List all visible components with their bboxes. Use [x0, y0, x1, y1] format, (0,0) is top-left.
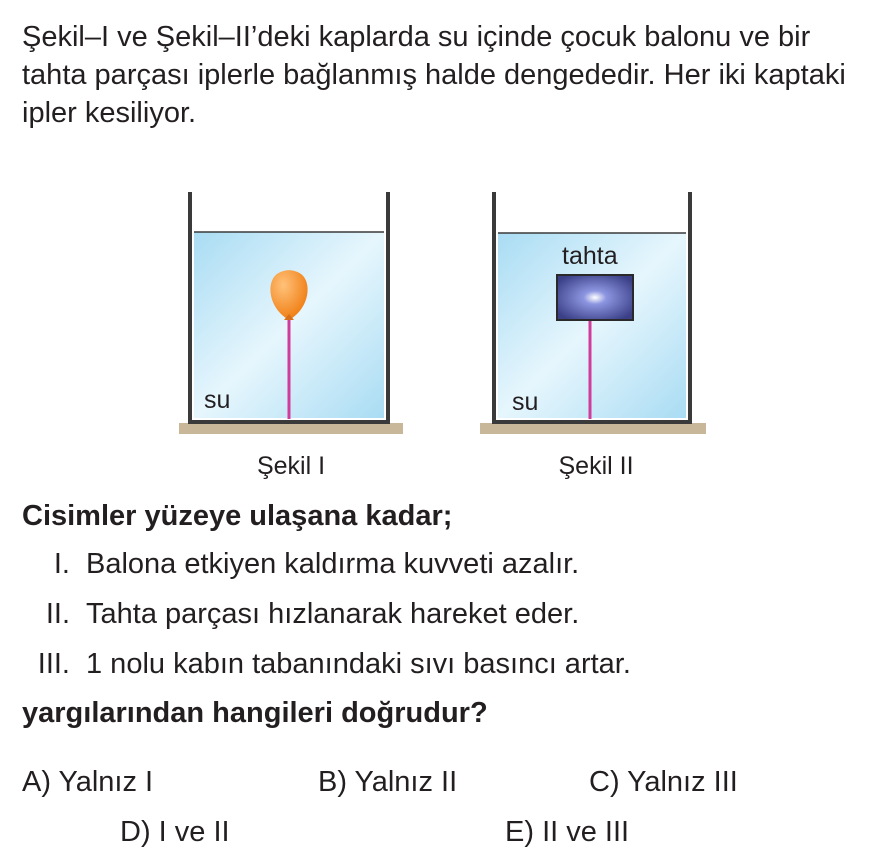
statement-1-text: Balona etkiyen kaldırma kuvveti azalır.: [86, 548, 580, 580]
container-1-base: [179, 423, 403, 434]
wood-block-label: tahta: [562, 242, 618, 270]
statement-3: [37, 648, 631, 681]
container-2-base: [480, 423, 706, 434]
option-d[interactable]: [120, 816, 230, 849]
question-lead: Cisimler yüzeye ulaşana kadar;: [22, 500, 453, 532]
question-stem: Şekil–I ve Şekil–II’deki kaplarda su içinde çocuk balonu ve bir tahta parçası iplerle bağlanmış halde dengededir. Her iki kaptaki ipler kesiliyor.: [22, 21, 846, 129]
statement-1: [53, 548, 580, 581]
statement-2-text: Tahta parçası hızlanarak hareket eder.: [86, 598, 580, 630]
statement-3-text: 1 nolu kabın tabanındaki sıvı basıncı artar.: [86, 648, 631, 680]
option-e-letter: E): [505, 816, 534, 848]
option-e[interactable]: [505, 816, 629, 849]
option-a[interactable]: [22, 766, 153, 799]
fig1-liquid-label: su: [204, 386, 231, 414]
option-a-text: Yalnız I: [58, 766, 154, 798]
statement-3-number: III.: [37, 648, 70, 680]
fig2-caption: Şekil II: [558, 452, 634, 480]
wood-block: [557, 275, 633, 320]
statement-2-number: II.: [45, 598, 70, 630]
option-a-letter: A): [22, 766, 51, 798]
option-d-letter: D): [120, 816, 151, 848]
option-b[interactable]: [318, 766, 457, 799]
fig1-caption: Şekil I: [256, 452, 326, 480]
option-e-text: II ve III: [542, 816, 630, 848]
statement-2: [45, 598, 580, 631]
containers-diagram: [0, 190, 878, 490]
option-d-text: I ve II: [158, 816, 230, 848]
statement-1-number: I.: [53, 548, 70, 580]
experiment-figure: [0, 190, 878, 490]
option-b-text: Yalnız II: [354, 766, 458, 798]
question-ask: yargılarından hangileri doğrudur?: [22, 697, 488, 729]
option-c[interactable]: [589, 766, 738, 799]
option-b-letter: B): [318, 766, 347, 798]
option-c-letter: C): [589, 766, 620, 798]
fig2-liquid-label: su: [512, 388, 539, 416]
option-c-text: Yalnız III: [627, 766, 738, 798]
